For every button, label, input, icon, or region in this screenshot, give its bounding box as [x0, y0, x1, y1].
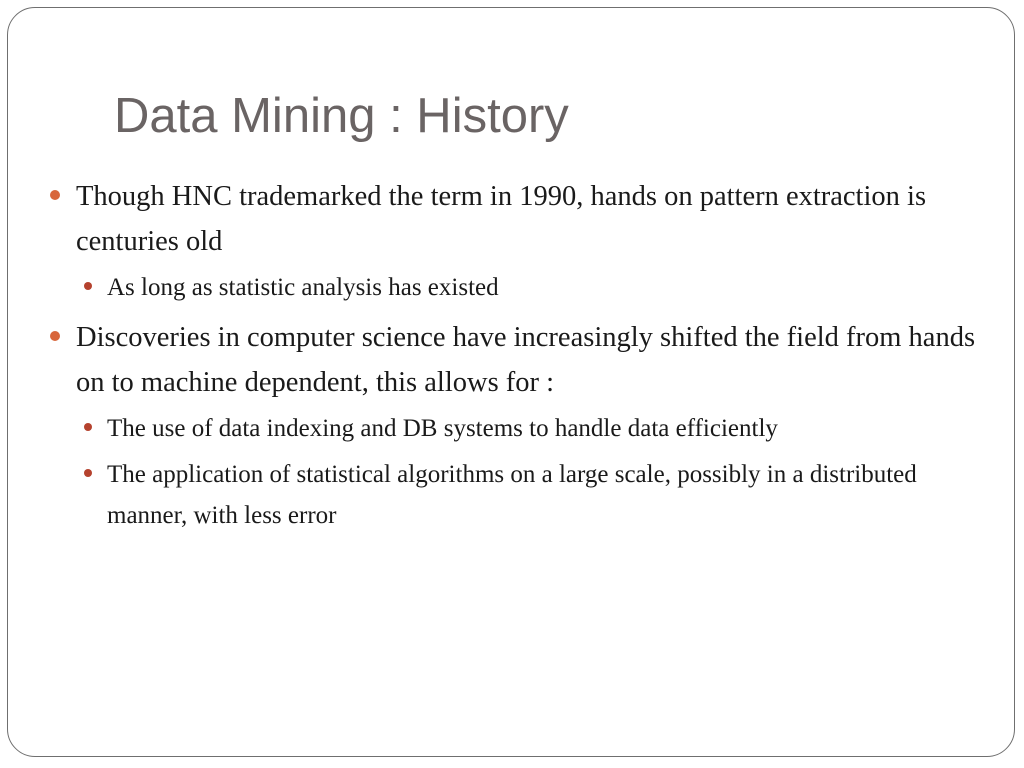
sub-bullet-item — [48, 454, 978, 536]
sub-bullet-text: As long as statistic analysis has existed — [107, 274, 499, 301]
bullet-text: Discoveries in computer science have increasingly shifted the field from hands on to machine dependent, this allows for : — [76, 322, 976, 398]
sub-bullet-text: The use of data indexing and DB systems to handle data efficiently — [107, 415, 778, 442]
sub-bullet-dot-icon — [84, 423, 92, 431]
sub-bullet-dot-icon — [84, 469, 92, 477]
sub-bullet-item — [48, 408, 978, 449]
slide-title: Data Mining : History — [114, 89, 569, 143]
slide-content — [48, 174, 978, 536]
sub-bullet-item — [48, 267, 978, 308]
sub-bullet-text: The application of statistical algorithms on a large scale, possibly in a distributed manner, with less error — [107, 461, 917, 529]
sub-bullet-dot-icon — [84, 282, 92, 290]
bullet-dot-icon — [50, 331, 60, 341]
bullet-dot-icon — [50, 190, 60, 200]
bullet-item — [48, 315, 978, 405]
bullet-text: Though HNC trademarked the term in 1990, hands on pattern extraction is centuries old — [76, 181, 927, 257]
bullet-item — [48, 174, 978, 264]
